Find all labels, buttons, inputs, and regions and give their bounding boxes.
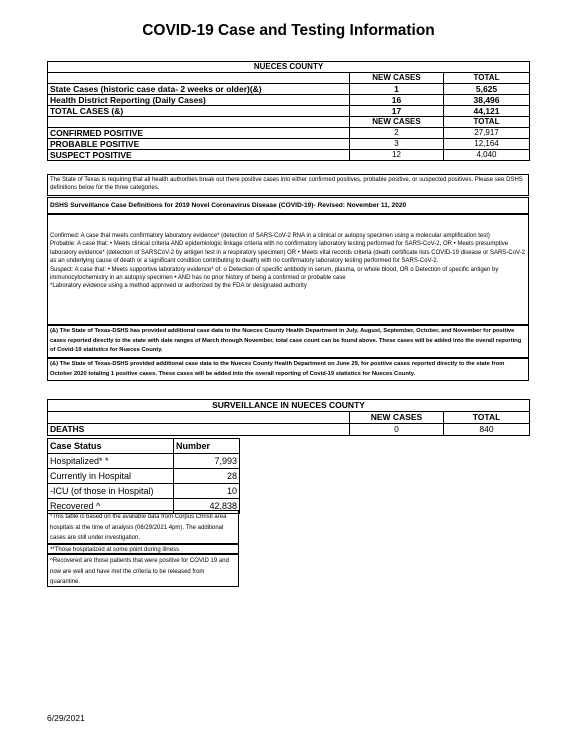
status-value: 28: [174, 469, 240, 484]
status-note-1: *This table is based on the available data from Corpus Christi area hospitals at the time of analysis (06/29/2021 4pm). The additional cases are still under investigation.: [47, 510, 239, 544]
row-total: 5,625: [444, 84, 530, 95]
row-new: 12: [350, 150, 444, 161]
status-value: 42,838: [174, 499, 240, 514]
table-row: [48, 139, 530, 150]
status-note-3: ^Recovered are those patients that were positive for COVID 19 and now are well and have met the criteria to be released from quarantine.: [47, 554, 239, 587]
page-title: COVID-19 Case and Testing Information: [142, 22, 435, 39]
col-case-status: Case Status: [48, 439, 174, 454]
table-row: [48, 128, 530, 139]
col-new-cases: NEW CASES: [350, 73, 444, 84]
row-total: 4,040: [444, 150, 530, 161]
table-row: [48, 469, 240, 484]
deaths-total: 840: [444, 424, 530, 436]
status-label: Currently in Hospital: [48, 469, 174, 484]
col-new-cases: NEW CASES: [350, 117, 444, 128]
table-row: [48, 106, 530, 117]
state-note: The State of Texas is requiring that all health authorities break out there positive cases into either confirmed positives, probable positive, or suspected positives. Please see DSHS definitions below for the three categories.: [47, 174, 529, 196]
lab-evidence-footnote: *Laboratory evidence using a method approved or authorized by the FDA or designated authority: [50, 283, 307, 290]
row-label: State Cases (historic case data- 2 weeks or older)(&): [48, 84, 350, 95]
surveillance-header: SURVEILLANCE IN NUECES COUNTY: [48, 400, 530, 412]
surveillance-table: [47, 399, 530, 436]
col-total: TOTAL: [444, 73, 530, 84]
row-label: Health District Reporting (Daily Cases): [48, 95, 350, 106]
status-value: 10: [174, 484, 240, 499]
row-label: CONFIRMED POSITIVE: [48, 128, 350, 139]
row-total: 44,121: [444, 106, 530, 117]
row-total: 27,917: [444, 128, 530, 139]
county-header: NUECES COUNTY: [48, 62, 530, 73]
confirmed-definition: Confirmed: A case that meets confirmatory laboratory evidence* (detection of SARS-CoV-2 RNA in a clinical or autopsy specimen using a molecular amplification test): [50, 233, 490, 239]
row-new: 16: [350, 95, 444, 106]
row-new: 2: [350, 128, 444, 139]
status-value: 7,993: [174, 454, 240, 469]
col-total: TOTAL: [444, 412, 530, 424]
table-row: [48, 484, 240, 499]
suspect-definition: Suspect: A case that: • Meets supportive laboratory evidence* of: o Detection of specific antibody in serum, plasma, or whole blood, OR o Detection of specific antigen by immunocytochemistry in an autopsy specimen • AND has no prior history of being a confirmed or probable case: [50, 266, 499, 282]
status-note-2: **Those hospitalized at some point during illness: [47, 544, 239, 554]
status-label: Recovered ^: [48, 499, 174, 514]
case-status-table: [47, 438, 240, 514]
row-new: 1: [350, 84, 444, 95]
blank-cell: [48, 73, 350, 84]
case-definitions: [47, 214, 529, 325]
amp-note-2: (&) The State of Texas-DSHS provided additional case data to the Nueces County Health Department on June 29, for positive cases reported directly to the state from October 2020 totaling 1 positive cases. These cases will be added into the overall reporting of Covid-19 statistics for Nueces County.: [47, 358, 529, 381]
amp-note-1: (&) The State of Texas-DSHS has provided additional case data to the Nueces County Health Department in July, August, September, October, and November for positive cases reported directly to the state with date ranges of March through November, total case count can be found above. These cases will be added into the overall reporting of Covid-19 statistics for Nueces County.: [47, 325, 529, 358]
table-row: [48, 95, 530, 106]
col-total: TOTAL: [444, 117, 530, 128]
table-row: [48, 84, 530, 95]
table-row: [48, 150, 530, 161]
deaths-label: DEATHS: [48, 424, 350, 436]
probable-definition: Probable: A case that: • Meets clinical criteria AND epidemiologic linkage criteria with no confirmatory laboratory testing performed for SARS-CoV-2, OR • Meets presumptive laboratory evidence* (detection of SARSCoV-2 by antigen test in a respiratory specimen) OR • Meets vital records criteria (death certificate lists COVID-19 disease or SARS-CoV-2 as an underlying cause of death or a significant condition contributing to death) with no confirmatory laboratory testing performed for SARS-CoV-2.: [50, 241, 525, 265]
row-label: SUSPECT POSITIVE: [48, 150, 350, 161]
blank-cell: [48, 412, 350, 424]
col-number: Number: [174, 439, 240, 454]
col-new-cases: NEW CASES: [350, 412, 444, 424]
status-label: -ICU (of those in Hospital): [48, 484, 174, 499]
county-cases-table: [47, 61, 530, 161]
row-total: 12,164: [444, 139, 530, 150]
dshs-heading: DSHS Surveillance Case Definitions for 2019 Novel Coronavirus Disease (COVID-19)- Revised: November 11, 2020: [47, 197, 529, 214]
table-row: [48, 424, 530, 436]
table-row: [48, 454, 240, 469]
row-total: 38,496: [444, 95, 530, 106]
row-label: TOTAL CASES (&): [48, 106, 350, 117]
row-new: 3: [350, 139, 444, 150]
deaths-new: 0: [350, 424, 444, 436]
footer-date: 6/29/2021: [47, 713, 85, 723]
row-label: PROBABLE POSITIVE: [48, 139, 350, 150]
blank-cell: [48, 117, 350, 128]
status-label: Hospitalized* *: [48, 454, 174, 469]
row-new: 17: [350, 106, 444, 117]
